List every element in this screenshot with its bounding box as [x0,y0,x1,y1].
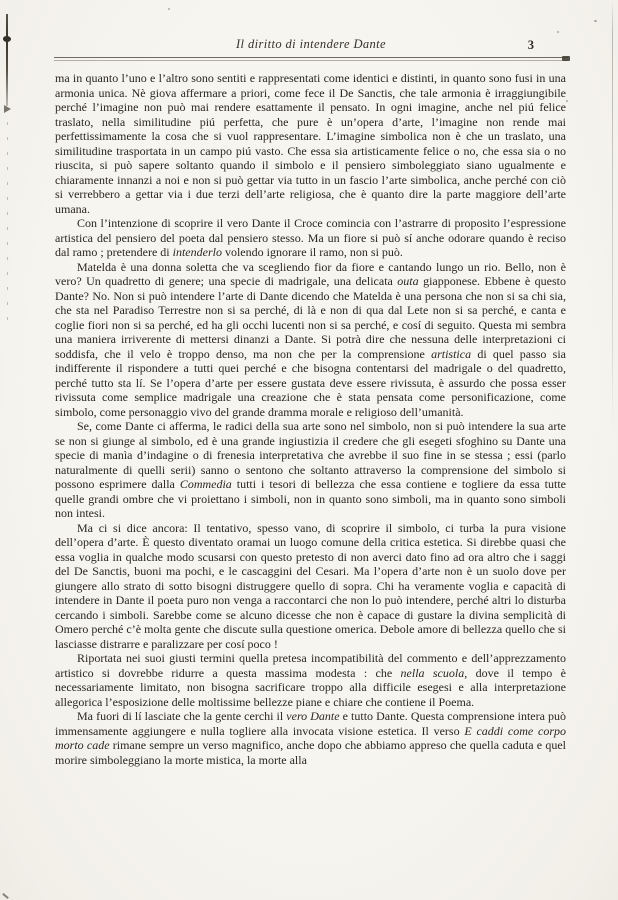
paragraph-2 [55,216,566,260]
running-title: Il diritto di intendere Dante [235,37,386,51]
text-run-italic: nella scuola [400,665,465,680]
text-run-italic: intenderlo [172,245,222,259]
scan-artifact-speck [557,31,559,33]
page-body [55,71,566,767]
text-run: Con l’intenzione di scoprire il vero Dante il Croce comincia con l’astrarre di proposito l’espressione artistica del pensiero del poeta dal pensiero stesso. Ma un fiore si può sí anche odorare quando è reciso dal ramo ; pretendere di [55,216,566,259]
page-number: 3 [527,38,534,52]
scan-artifact-speck [168,8,170,10]
text-run: tutti i tesori di bellezza che essa contiene e togliere da essa tutte quelle grandi ombre che vi proiettano i simboli, non in quanto sono simboli, ma in quanto sono simboli non intesi. [55,477,566,520]
text-run: Ma ci si dice ancora: Il tentativo, spesso vano, di scoprire il simbolo, ci turba la pura visione dell’opera d’arte. È questo diventato oramai un luogo comune della critica estetica. Si direbbe quasi che essa voglia in qualche modo scusarsi con questo pretesto di non averci dato fino ad ora altro che i saggi del De Sanctis, buoni ma pochi, e le cascaggini del Cesari. Ma l’opera d’arte non è un suolo dove per giungere allo strato di sotto bisogni distruggere quello di sopra. Chi ha veramente voglia e capacità di intendere in Dante il poeta puro non venga a raccontarci che non lo può intendere, perché altri lo disturba cercando i simboli. Sarebbe come se alcuno dicesse che non è capace di gustare la divina semplicità di Omero perché c’è molta gente che discute sulla questione omerica. Debole amore di bellezza quello che si lasciasse distrarre e paralizzare per cosí poco ! [55,520,566,651]
scan-artifact-ink-blob [3,36,11,42]
header-rule [54,57,568,61]
text-run: Se, come Dante ci afferma, le radici della sua arte sono nel simbolo, non si può intendere la sua arte se non si giunge al simbolo, ed è una grande ingiustizia il credere che gli esegeti sfoghino su Dante una specie di manìa d’indagine o di frenesia interpretativa che avrebbe il suo fine in se stessa ; essi (parlo naturalmente di quelli serii) sanno o sentono che soltanto attraverso la comprensione del simbolo si possono esprimere dalla [55,419,566,491]
scan-artifact-left-line [6,14,8,106]
scan-artifact-corner-mark [2,893,9,899]
text-run: volendo ignorare il ramo, non si può. [221,245,403,259]
scan-artifact-arrow-mark [4,105,11,113]
paragraph-5 [55,521,566,652]
paragraph-1 [55,71,566,216]
scan-artifact-dotted-line [7,122,8,322]
text-run: Riportata nei suoi giusti termini quella pretesa incompatibilità del commento e dell’apprezzamento artistico si dovrebbe ridurre a questa massima modesta : che [55,651,566,680]
text-run: Matelda è una donna soletta che va scegliendo fior da fiore e cantando lungo un rio. Bello, non è vero? Un quadretto di genere; una specie di madrigale, una delicata [55,259,566,288]
text-run: , dove il tempo è necessariamente limitato, non bisogna sacrificare troppo alla difficile esegesi e alla interpretazione allegorica l’esposizione delle moltissime bellezze piane e chiare che contiene il Poema. [55,665,566,709]
paragraph-6 [55,651,566,709]
paragraph-4 [55,419,566,521]
text-run: di quel passo sia indifferente il rispondere a tutti quei perché e che bisogna contentarsi del madrigale o del quadretto, perché tutto sta lí. Se l’opera d’arte per essere gustata deve essere rivissuta, è assurdo che possa esser rivissuta come semplice madrigale una creazione che è stata pensata come personificazione, come simbolo, come personaggio vivo del grande dramma morale e religioso dell’umanità. [55,346,566,419]
page-header [55,37,567,54]
text-run-italic: Commedia [179,477,232,491]
text-run-italic: E caddi come corpo morto cade [55,723,566,752]
paragraph-7 [55,709,566,767]
text-run-italic: artistica [431,346,472,361]
scan-artifact-speck [594,20,597,22]
text-run: giapponese. Ebbene è questo Dante? No. Non si può intendere l’arte di Dante dicendo che Matelda è una persona che non si sa chi sia, che sta nel Paradiso Terrestre non si sa perché, di là e non di qua dal Lete non si sa perché, e canta e coglie fiori non si sa perché, ed ha gli occhi lucenti non si sa perché, e cosí di seguito. Questa mi sembra una maniera irriverente di mettersi dinanzi a Dante. Si potrà dire che nessuna delle interpretazioni ci soddisfa, che il velo è troppo denso, ma non che per la comprensione [55,274,566,361]
scan-artifact-speck [566,100,568,102]
paragraph-3 [55,260,566,420]
text-run: rimane sempre un verso magnifico, anche dopo che abbiamo appreso che quella caduta e quel morire simboleggiano la morte mistica, la morte alla [55,738,566,767]
text-run-italic: vero Dante [286,709,340,723]
text-run: e tutto Dante. Questa comprensione intera può immensamente aggiungere e nulla togliere alla invocata visione estetica. Il verso [55,709,567,738]
text-run: Ma fuori di lí lasciate che la gente cerchi il [77,709,287,723]
text-run-italic: outa [397,274,419,288]
text-run: ma in quanto l’uno e l’altro sono sentiti e rappresentati come identici e distinti, in quanto sono fusi in una armonia unica. Nè giova affermare a priori, come fece il De Sanctis, che tale armonia è irraggiungibile perché l’imagine non può mai rendere esattamente il pensato. In ogni imagine, anche nel piú felice traslato, nella similitudine piú perfetta, che pure è un’opera d’arte, l’imagine non rende mai perfettissimamente la cosa che si vuol rappresentare. L’imagine simbolica non è che un traslato, una similitudine trasportata in un campo piú vasto. Che essa sia artisticamente felice o no, che essa sia o no riuscita, si può sapere soltanto quando il simbolo e il pensiero simboleggiato siano ugualmente e chiaramente innanzi a noi e non si può gettar via tutto in un fascio l’arte simbolica, anche perché con ciò si verrebbero a gettar via i due terzi dell’arte religiosa, che è quanto dire la parte maggiore dell’arte umana. [55,71,566,216]
scan-artifact-right-edge [612,0,613,430]
